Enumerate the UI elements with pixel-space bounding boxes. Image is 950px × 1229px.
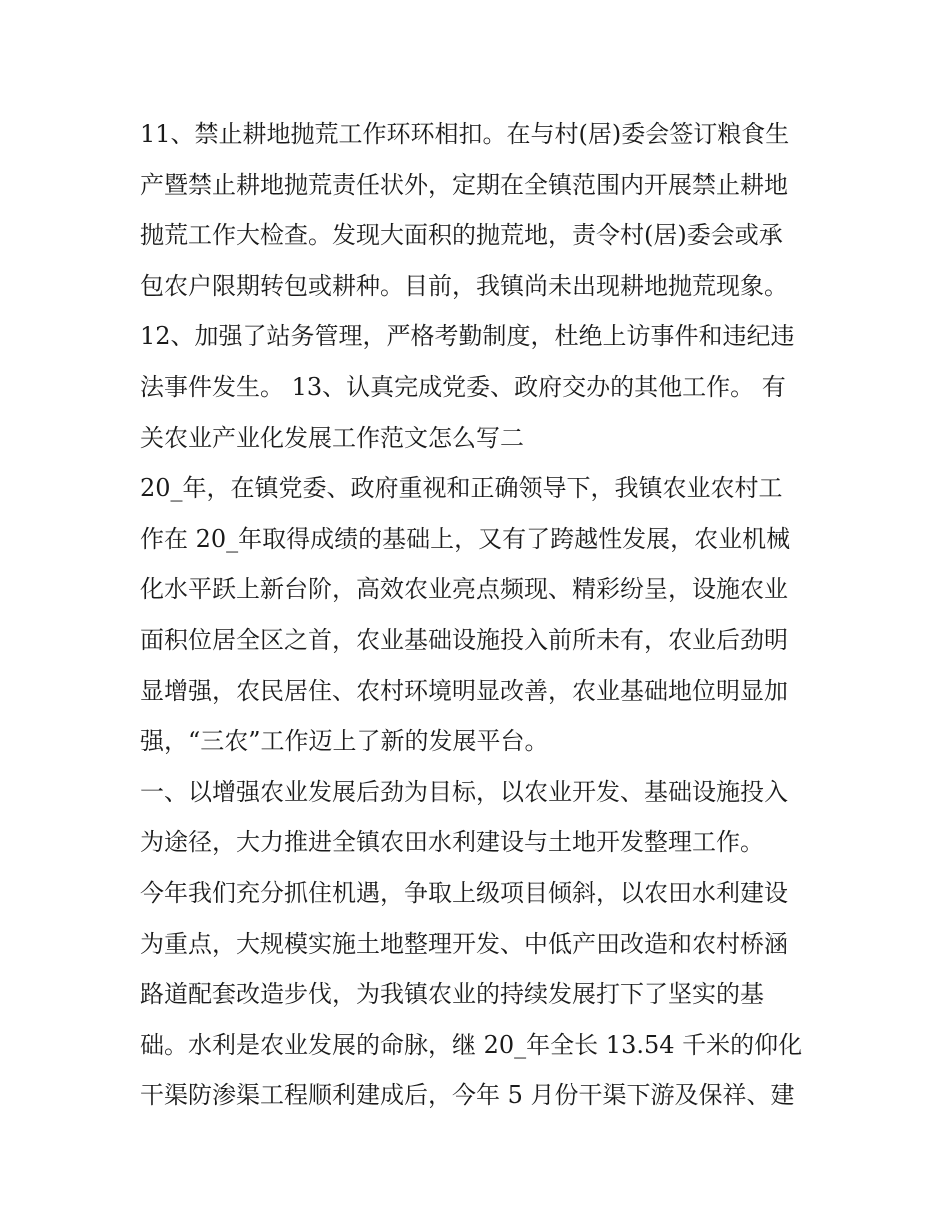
text-line: 法事件发生。 13、认真完成党委、政府交办的其他工作。 有 <box>140 372 786 401</box>
text-line: 强，“三农”工作迈上了新的发展平台。 <box>140 727 549 756</box>
document-body <box>140 109 820 1121</box>
text-line: 显增强，农民居住、农村环境明显改善，农业基础地位明显加 <box>140 676 788 705</box>
text-line: 关农业产业化发展工作范文怎么写二 <box>140 423 524 452</box>
text-line: 作在 20_年取得成绩的基础上，又有了跨越性发展，农业机械 <box>140 524 791 553</box>
text-line: 今年我们充分抓住机遇，争取上级项目倾斜，以农田水利建设 <box>140 878 788 907</box>
text-line: 为重点，大规模实施土地整理开发、中低产田改造和农村桥涵 <box>140 929 788 958</box>
text-line: 12、加强了站务管理，严格考勤制度，杜绝上访事件和违纪违 <box>140 322 795 351</box>
text-line: 包农户限期转包或耕种。目前，我镇尚未出现耕地抛荒现象。 <box>140 271 788 300</box>
text-line: 20_年，在镇党委、政府重视和正确领导下，我镇农业农村工 <box>140 474 783 503</box>
text-line: 路道配套改造步伐，为我镇农业的持续发展打下了坚实的基 <box>140 980 764 1009</box>
text-line: 化水平跃上新台阶，高效农业亮点频现、精彩纷呈，设施农业 <box>140 575 788 604</box>
text-line: 抛荒工作大检查。发现大面积的抛荒地，责令村(居)委会或承 <box>140 221 783 250</box>
text-line: 干渠防渗渠工程顺利建成后，今年 5 月份干渠下游及保祥、建 <box>140 1081 795 1110</box>
text-line: 面积位居全区之首，农业基础设施投入前所未有，农业后劲明 <box>140 625 788 654</box>
text-line: 一、以增强农业发展后劲为目标，以农业开发、基础设施投入 <box>140 777 788 806</box>
text-line: 础。水利是农业发展的命脉，继 20_年全长 13.54 千米的仰化 <box>140 1030 803 1059</box>
text-line: 11、禁止耕地抛荒工作环环相扣。在与村(居)委会签订粮食生 <box>140 120 790 148</box>
text-line: 产暨禁止耕地抛荒责任状外，定期在全镇范围内开展禁止耕地 <box>140 170 788 199</box>
text-line: 为途径，大力推进全镇农田水利建设与土地开发整理工作。 <box>140 828 764 857</box>
